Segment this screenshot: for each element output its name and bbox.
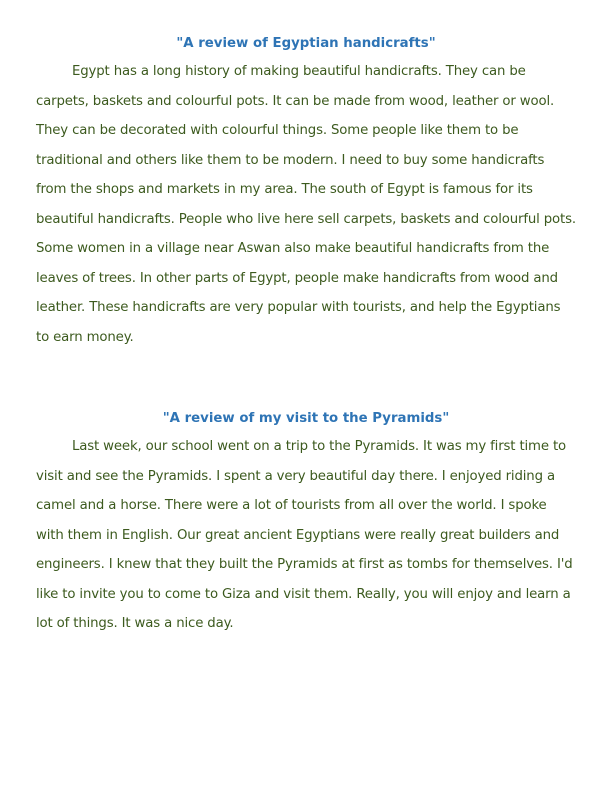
pyramids-review-section	[36, 411, 576, 639]
pyramids-review-title: "A review of my visit to the Pyramids"	[162, 411, 450, 426]
pyramids-review-body: Last week, our school went on a trip to the Pyramids. It was my first time to visit and see the Pyramids. I spent a very beautiful day there. I enjoyed riding a camel and a horse. There were a lot of tourists from all over the world. I spoke with them in English. Our great ancient Egyptians were really great builders and engineers. I knew that they built the Pyramids at first as tombs for themselves. I'd like to invite you to come to Giza and visit them. Really, you will enjoy and learn a lot of things. It was a nice day.	[36, 439, 573, 631]
handicrafts-review-title: "A review of Egyptian handicrafts"	[176, 36, 436, 51]
handicrafts-review-body: Egypt has a long history of making beautiful handicrafts. They can be carpets, baskets and colourful pots. It can be made from wood, leather or wool. They can be decorated with colourful things. Some people like them to be traditional and others like them to be modern. I need to buy some handicrafts from the shops and markets in my area. The south of Egypt is famous for its beautiful handicrafts. People who live here sell carpets, baskets and colourful pots. Some women in a village near Aswan also make beautiful handicrafts from the leaves of trees. In other parts of Egypt, people make handicrafts from wood and leather. These handicrafts are very popular with tourists, and help the Egyptians to earn money.	[36, 64, 576, 345]
handicrafts-review-section	[36, 36, 576, 352]
